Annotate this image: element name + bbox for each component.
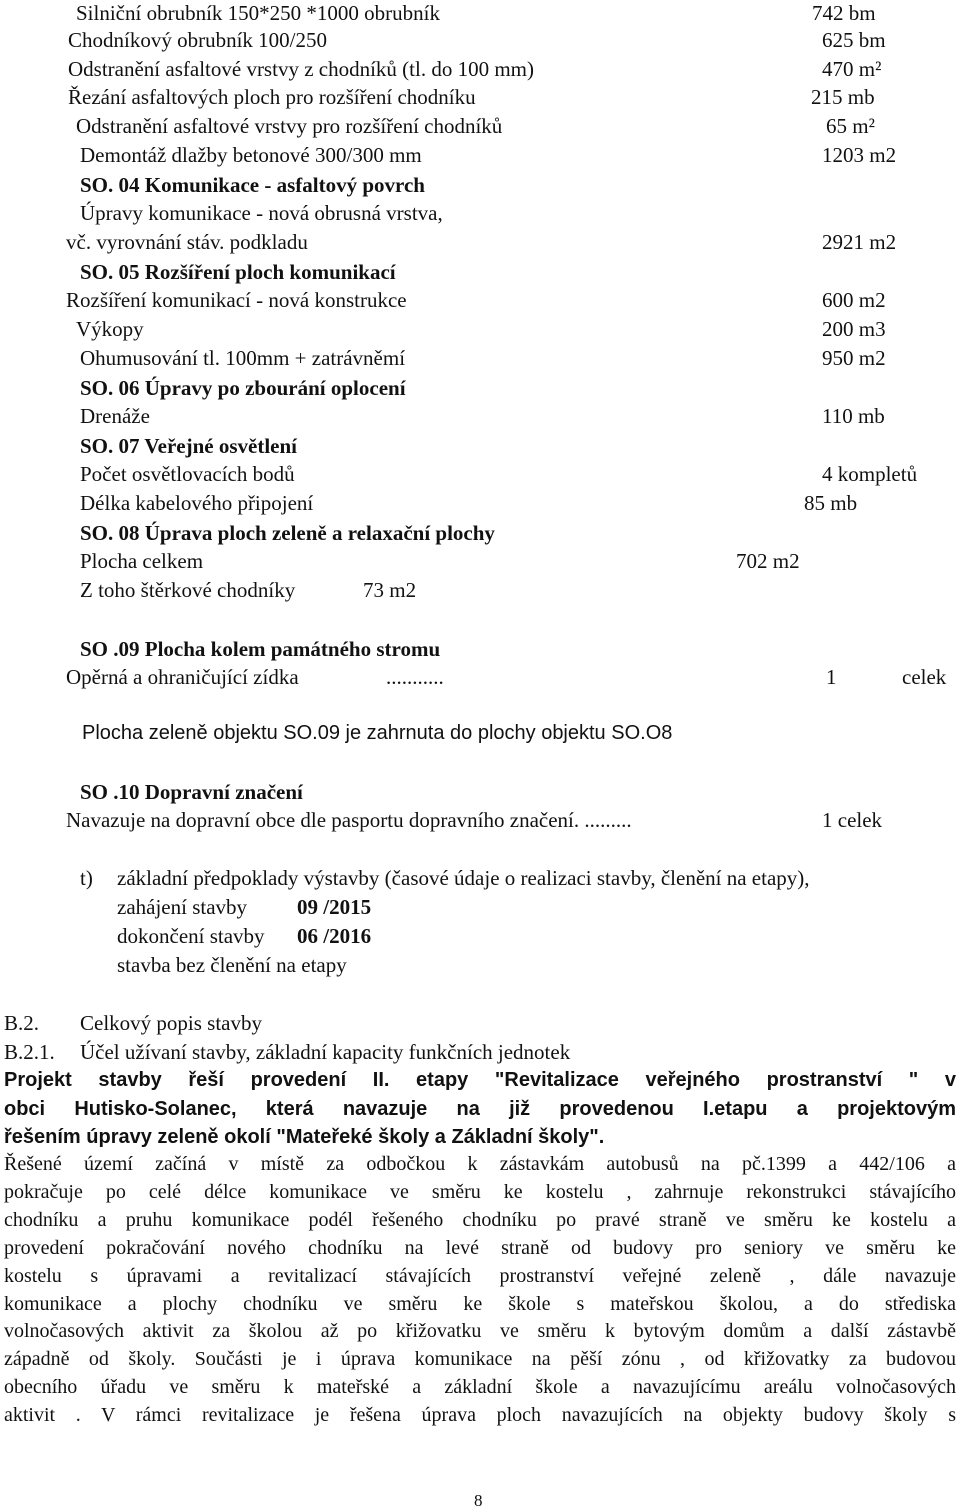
so05-value: 200 m3 xyxy=(822,317,886,341)
item-label: Demontáž dlažby betonové 300/300 mm xyxy=(80,143,422,167)
so04-line: Úpravy komunikace - nová obrusná vrstva, xyxy=(80,201,443,225)
start-label: zahájení stavby xyxy=(117,895,248,919)
so10-label: Navazuje na dopravní obce dle pasportu dopravního značení. ......... xyxy=(66,808,632,832)
bold-paragraph-line: Projekt stavby řeší provedení II. etapy "Revitalizace veřejného prostranství " v xyxy=(4,1069,956,1091)
item-label: Odstranění asfaltové vrstvy z chodníků (tl. do 100 mm) xyxy=(68,57,534,81)
end-label: dokončení stavby xyxy=(117,924,265,948)
item-value: 65 m² xyxy=(826,114,875,138)
page-number: 8 xyxy=(474,1491,483,1510)
b21-number: B.2.1. xyxy=(4,1040,55,1064)
item-value: 625 bm xyxy=(822,28,886,52)
so09-label: Opěrná a ohraničující zídka xyxy=(66,665,299,689)
b2-number: B.2. xyxy=(4,1011,40,1035)
so10-heading: SO .10 Dopravní značení xyxy=(80,780,303,804)
item-value: 470 m² xyxy=(822,57,882,81)
paragraph-line: Řešené území začíná v místě za odbočkou k zástavkám autobusů na pč.1399 a 442/106 a xyxy=(4,1153,956,1175)
so07-heading: SO. 07 Veřejné osvětlení xyxy=(80,434,297,458)
so04-heading: SO. 04 Komunikace - asfaltový povrch xyxy=(80,173,425,197)
b21-title: Účel užívaní stavby, základní kapacity funkčních jednotek xyxy=(80,1040,571,1064)
so07-value: 85 mb xyxy=(804,491,858,515)
item-value: 1203 m2 xyxy=(822,143,897,167)
paragraph-line: provedení pokračování nového chodníku na levé straně od budovy pro seniory ve směru ke xyxy=(4,1237,956,1259)
paragraph-line: volnočasových aktivit za školou až po křižovatku ve směru k bytovým domům a další zástavbě xyxy=(4,1320,956,1342)
so07-label: Počet osvětlovacích bodů xyxy=(80,462,295,486)
section-t-line: základní předpoklady výstavby (časové údaje o realizaci stavby, členění na etapy), xyxy=(117,866,810,890)
so04-line: vč. vyrovnání stáv. podkladu xyxy=(66,230,308,254)
so07-value: 4 kompletů xyxy=(822,462,918,486)
paragraph-line: pokračuje po celé délce komunikace ve směru ke kostelu , zahrnuje rekonstrukci stávajícího xyxy=(4,1181,956,1203)
so09-heading: SO .09 Plocha kolem památného stromu xyxy=(80,637,441,661)
so06-label: Drenáže xyxy=(80,404,150,428)
so09-note: Plocha zeleně objektu SO.09 je zahrnuta do plochy objektu SO.O8 xyxy=(82,722,673,744)
paragraph-line: chodníku a pruhu komunikace podél řešeného chodníku po pravé straně ve směru ke kostelu a xyxy=(4,1209,956,1231)
so05-value: 950 m2 xyxy=(822,346,886,370)
so09-unit: celek xyxy=(902,665,947,689)
paragraph-line: západně od školy. Součásti je i úprava komunikace na pěší zónu , od křižovatky za budovou xyxy=(4,1348,956,1370)
so08-value: 702 m2 xyxy=(736,549,800,573)
paragraph-line: komunikace a plochy chodníku ve směru ke škole s mateřskou školou, a do střediska xyxy=(4,1293,956,1315)
so06-heading: SO. 06 Úpravy po zbourání oplocení xyxy=(80,376,406,400)
so08-heading: SO. 08 Úprava ploch zeleně a relaxační plochy xyxy=(80,521,495,545)
so07-label: Délka kabelového připojení xyxy=(80,491,314,515)
so05-heading: SO. 05 Rozšíření ploch komunikací xyxy=(80,260,396,284)
item-label: Chodníkový obrubník 100/250 xyxy=(68,28,328,52)
bold-paragraph-line: obci Hutisko-Solanec, která navazuje na již provedenou I.etapu a projektovým xyxy=(4,1098,956,1120)
bold-paragraph-line: řešením úpravy zeleně okolí "Mateřeké školy a Základní školy". xyxy=(4,1126,605,1148)
start-value: 09 /2015 xyxy=(297,895,372,919)
section-t-line: stavba bez členění na etapy xyxy=(117,953,347,977)
so09-dots: ........... xyxy=(386,665,444,689)
item-label: Odstranění asfaltové vrstvy pro rozšíření chodníků xyxy=(76,114,503,138)
so08-label: Plocha celkem xyxy=(80,549,204,573)
item-value: 742 bm xyxy=(812,1,876,25)
so05-value: 600 m2 xyxy=(822,288,886,312)
item-label: Silniční obrubník 150*250 *1000 obrubník xyxy=(76,1,440,25)
so05-label: Ohumusování tl. 100mm + zatrávněmí xyxy=(80,346,406,370)
so08-label: Z toho štěrkové chodníky xyxy=(80,578,296,602)
paragraph-line: kostelu s úpravami a revitalizací stávajících prostranství veřejné zeleně , dále navazuje xyxy=(4,1265,956,1287)
paragraph-line: aktivit . V rámci revitalizace je řešena úprava ploch navazujících na objekty budovy školy s xyxy=(4,1404,956,1426)
so08-value: 73 m2 xyxy=(363,578,417,602)
so04-value: 2921 m2 xyxy=(822,230,897,254)
item-value: 215 mb xyxy=(811,85,875,109)
section-t-marker: t) xyxy=(80,866,93,890)
so05-label: Rozšíření komunikací - nová konstrukce xyxy=(66,288,407,312)
paragraph-line: obecního úřadu ve směru k mateřské a základní škole a navazujícímu areálu volnočasových xyxy=(4,1376,956,1398)
so10-value: 1 celek xyxy=(822,808,883,832)
end-value: 06 /2016 xyxy=(297,924,372,948)
so09-qty: 1 xyxy=(826,665,837,689)
so05-label: Výkopy xyxy=(76,317,144,341)
item-label: Řezání asfaltových ploch pro rozšíření chodníku xyxy=(68,85,476,109)
so06-value: 110 mb xyxy=(822,404,885,428)
b2-title: Celkový popis stavby xyxy=(80,1011,262,1035)
